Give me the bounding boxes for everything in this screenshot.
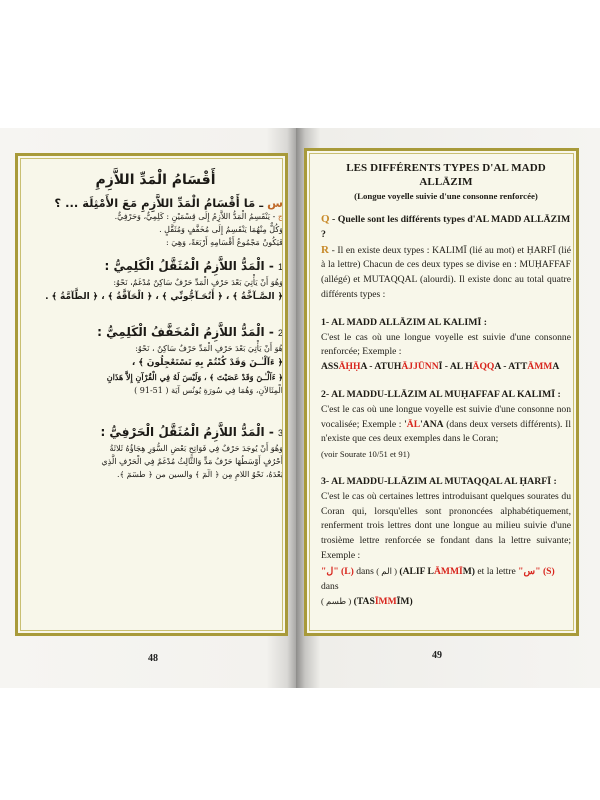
section-heading-2: 2- AL MADDU-LLĀZIM AL MUḤAFFAF AL KALIMĪ :	[321, 388, 561, 400]
question	[321, 212, 571, 243]
section-3-line-2: أَحْرُفٍ أَوْسَطُهَا حَرْفُ مَدٍّ وَالثَّالِثُ مُدْغَمٌ فِي الْحَرْفِ الَّذِي	[101, 457, 283, 466]
answer-letter: R	[321, 243, 329, 256]
section-2-text: هُوَ أَنْ يَأْتِيَ بَعْدَ حَرْفِ الْمَدِّ حَرْفٌ سَاكِنٌ ، نَحْوُ:	[135, 344, 283, 353]
section-2-example-2: ﴿ ءَآلْـٰـنَ وَقَدْ عَصَيْتَ ﴾ ، وَلَيْسَ لَهُ فِي الْقُرْآنِ إِلاَّ هَذَانِ	[106, 372, 283, 382]
answer-text: - Il en existe deux types : KALIMĪ (lié au mot) et ḤARFĪ (lié à la lettre) Chacun de ces deux types se divise en : MUḤAFFAF (allégé) et MUTAQQAL (alourdi). Il existe donc au total quatre différents types :	[321, 244, 571, 300]
section-3-example-line-2: ( طسم ) (TASĪMMĪM)	[321, 596, 413, 608]
section-1-examples: ﴿ الصَّـآخَّةُ ﴾ ، ﴿ أَتُحَـآجُّونِّي ﴾ ، ﴿ الْحَآقَّةُ ﴾ ، ﴿ الطَّآمَّةُ ﴾ .	[45, 292, 283, 302]
french-content	[321, 161, 571, 610]
page-title-line-1: LES DIFFÉRENTS TYPES D'AL MADD	[346, 162, 546, 174]
answer-arabic	[28, 210, 283, 249]
section-3-line-1: وَهُوَ أَنْ يُوجَدَ حَرْفٌ فِي فَوَاتِحِ بَعْضِ السُّوَرِ هِجَاؤُهُ ثَلاثَةُ	[109, 444, 283, 453]
section-heading-3: 3 - الْمَدُّ اللاَّزِمُ الْمُثَقَّلُ الْحَرْفِيُّ :	[100, 425, 283, 439]
section-3-line-3: بَعْدَهُ، نَحْوُ اللامِ مِن ﴿ الٓمٓ ﴾ والسين من ﴿ طسٓمٓ ﴾.	[117, 470, 283, 479]
question-letter: Q	[321, 213, 330, 225]
question-text: ـ مَا أَقْسَامُ الْمَدِّ اللاَّزِمِ مَعَ الأَمْثِلَة ... ؟	[54, 196, 268, 210]
arabic-content	[28, 166, 283, 481]
example-highlight: ĀL	[406, 418, 421, 430]
section-1-examples: ASSĀḤḤA - ATUHĀJJŪNNĪ - AL HĀQQA - ATTĀMMA	[321, 361, 560, 373]
answer-line-3: فَيَكُونُ مَجْمُوعُ أَقْسَامِهِ أَرْبَعَةً، وَهِيَ :	[165, 238, 283, 247]
page-title-line-2: ALLĀZIM	[419, 176, 473, 188]
section-heading-2: 2 - الْمَدُّ اللاَّزِمُ الْمُخَفَّفُ الْكَلِمِيُّ :	[97, 325, 283, 339]
section-1-text: C'est le cas où une longue voyelle est suivie d'une consonne renforcée; Exemple :	[321, 331, 571, 358]
page-frame-left	[15, 153, 288, 636]
page-frame-right	[304, 148, 579, 636]
section-2-text: C'est le cas où une longue voyelle est suivie d'une consonne non vocalisée; Exemple : 'ĀL'ANA (dans deux versets différents). Il n'existe que ces deux exemples dans le Coran;	[321, 403, 571, 445]
section-1-text: وَهُوَ أَنْ يَأْتِيَ بَعْدَ حَرْفِ الْمَدِّ حَرْفٌ سَاكِنٌ مُدْغَمٌ، نَحْوُ:	[113, 278, 283, 287]
section-2-example-1: ﴿ ءَآلْـٰـنَ وَقَدْ كُنْتُمْ بِهِ تَسْتَعْجِلُونَ ﴾ ،	[131, 358, 283, 368]
question-text: - Quelle sont les différents types d'AL MADD ALLĀZIM ?	[321, 214, 571, 240]
section-heading-1: 1 - الْمَدُّ اللاَّزِمُ الْمُثَقَّلُ الْكَلِمِيُّ :	[104, 259, 283, 273]
answer-line-2: وَكُلٌّ مِنْهُمَا يَنْقَسِمُ إِلَى مُخَفَّفٍ وَمُثَقَّلٍ .	[159, 225, 283, 234]
section-heading-1: 1- AL MADD ALLĀZIM AL KALIMĪ :	[321, 316, 488, 328]
section-2-note: الْمِثَالاَنِ، وَهُمَا فِي سُورَةِ يُونُس آيَة ( 51-91 )	[134, 386, 283, 395]
answer	[321, 243, 571, 303]
page-right	[296, 128, 600, 688]
section-3-text: C'est le cas où certaines lettres introduisant quelques sourates du Coran qui, lorsqu'elles sont prononcées alphabétiquement, renferment trois lettres dont une longue au milieu suivie d'une trosième lettre renforcée se fondant dans la lettre suivante; Exemple :	[321, 490, 571, 561]
page-number-right: 49	[432, 650, 442, 661]
section-2-reference: (voir Sourate 10/51 et 91)	[321, 449, 410, 460]
page-title-arabic: أَقْسَامُ الْمَدِّ اللاَّزِمِ	[95, 172, 216, 188]
question-letter: س	[267, 196, 283, 210]
book-spread	[0, 128, 600, 688]
question-arabic	[28, 196, 283, 210]
answer-line-1: - يَنْقَسِمُ الْمَدُّ اللاَّزِمُ إِلَى قِسْمَيْنِ : كَلِمِيٌّ، وَحَرْفِيٌّ.	[114, 212, 278, 221]
answer-letter: ج	[277, 212, 283, 221]
section-heading-3: 3- AL MADDU-LLĀZIM AL MUTAQQAL AL ḤARFĪ :	[321, 475, 557, 487]
page-subtitle: (Longue voyelle suivie d'une consonne renforcée)	[354, 191, 538, 201]
page-number-left: 48	[148, 653, 158, 664]
page-left	[0, 128, 296, 688]
section-3-example-line-1: "ل" (L) dans ( الم ) (ALIF LĀMMĪM) et la lettre "س" (S) dans	[321, 565, 555, 592]
